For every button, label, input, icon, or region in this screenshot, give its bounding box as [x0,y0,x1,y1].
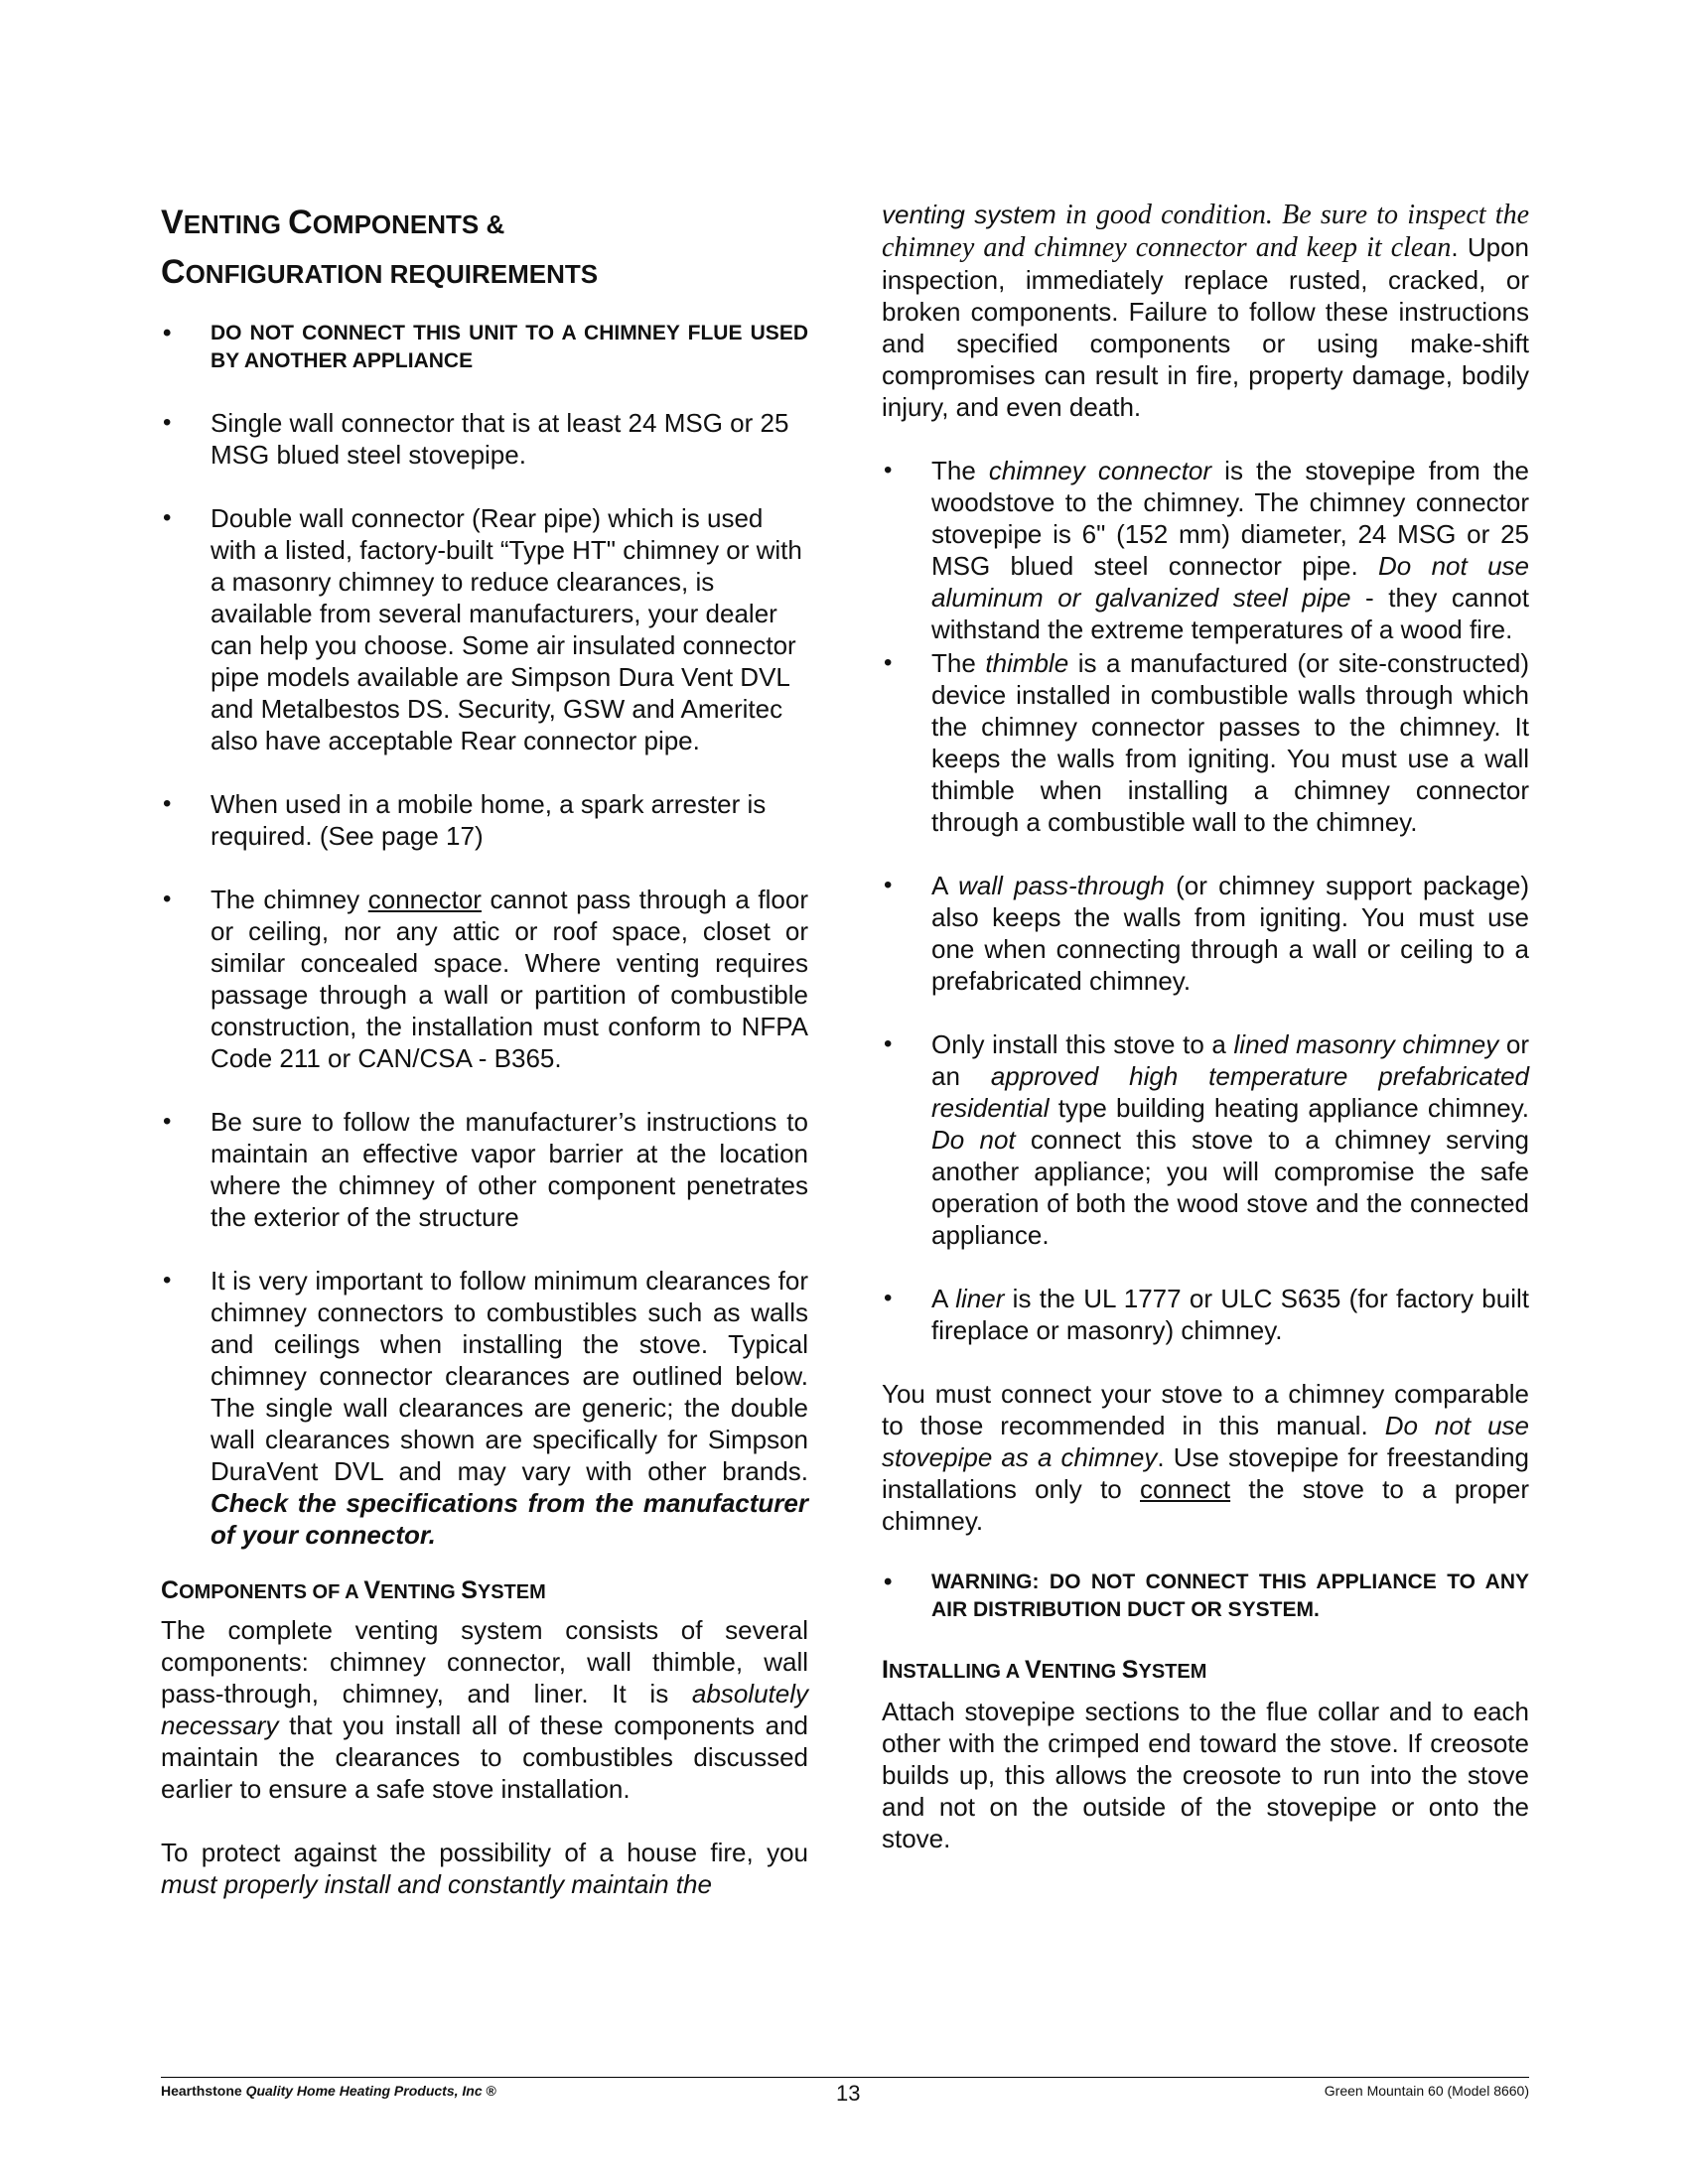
heading-text: I [882,1656,889,1684]
list-item-text: The [931,456,989,485]
heading-text: S [1121,1656,1139,1684]
page-footer [161,2083,1529,2107]
list-item-text: It is very important to follow minimum clearances for chimney connectors to combustibles such as walls and ceilings when installing the stove. Typical chimney connector clearances are outlined below. The single wall clearances are generic; the double wall clearances shown are specifically for Simpson DuraVent DVL and may vary with other brands. [211,1266,808,1486]
left-column [161,199,808,1900]
paragraph-text: . Use stovepipe for freestanding installations only to [882,1442,1529,1504]
list-item-text: chimney connector [988,456,1212,485]
heading-text: V [1024,1656,1042,1684]
list-item-text: Do not [931,1125,1016,1155]
heading-text: ENTING [1041,1661,1122,1683]
heading-text: YSTEM [477,1581,546,1603]
paragraph-text: must properly install and constantly maintain the [161,1869,712,1899]
list-item [882,1283,1529,1346]
list-item [882,870,1529,997]
list-item-text: Check the specifications from the manufacturer of your connector. [211,1488,808,1550]
footer-model: Green Mountain 60 (Model 8660) [1324,2083,1529,2099]
paragraph [882,199,1529,423]
paragraph: Attach stovepipe sections to the flue collar and to each other with the crimped end toward the stove. If creosote builds up, this allows the creosote to run into the stove and not on the outside of the stovepipe or onto the stove. [882,1697,1529,1853]
list-item-text: Only install this stove to a [931,1029,1234,1059]
list-item-text: wall pass-through [958,871,1165,900]
list-item-text: The chimney [211,885,368,914]
paragraph-text: absolutely necessary [161,1679,808,1740]
heading-text: ENTING [380,1581,462,1603]
heading-text: NSTALLING A [888,1661,1025,1683]
list-item-text: thimble [985,648,1069,678]
paragraph-text: . Upon inspection, immediately replace rusted, cracked, or broken components. Failure to follow these instructions and specified components or using make-shift compromises can result in fire, property damage, bodily injury, and even death. [882,232,1529,422]
list-item-text: lined masonry chimney [1233,1029,1499,1059]
list-item-text: cannot pass through a floor or ceiling, nor any attic or roof space, closet or similar concealed space. Where venting requires passage through a wall or partition of combustible construction, the installation must conform to NFPA Code 211 or CAN/CSA - B365. [211,885,808,1073]
page-number: 13 [836,2081,861,2106]
paragraph-text: The complete venting system consists of several components: chimney connector, wall thimble, wall pass-through, chimney, and liner. It is [161,1615,808,1708]
list-item-text: A [931,871,959,900]
paragraph-text: To protect against the possibility of a house fire, you [161,1838,808,1867]
list-item: • DO NOT CONNECT THIS UNIT TO A CHIMNEY FLUE USED BY ANOTHER APPLIANCE [161,320,808,375]
footer-company [161,2083,496,2099]
paragraph-text: You must connect your stove to a chimney comparable to those recommended in this manual. [882,1379,1529,1440]
paragraph-text: that you install all of these components and maintain the clearances to combustibles discussed earlier to ensure a safe stove installation. [161,1710,808,1804]
list-item-text: is the stovepipe from the woodstove to the chimney. The chimney connector stovepipe is 6" (152 mm) diameter, 24 MSG or 25 MSG blued steel connector pipe. [931,456,1529,581]
heading-text: OMPONENTS OF A [179,1581,364,1603]
list-item-text: A [931,1284,956,1313]
paragraph-text: the stove to a proper chimney. [882,1474,1529,1536]
heading-text: C [161,253,186,291]
list-item: • When used in a mobile home, a spark arrester is required. (See page 17) [161,788,808,852]
list-item-text: connect this stove to a chimney serving another appliance; you will compromise the safe operation of both the wood stove and the connected appliance. [931,1125,1529,1250]
list-item-text: The [931,648,986,678]
list-item-text: is a manufactured (or site-constructed) device installed in combustible walls through which the chimney connector passes to the chimney. It keeps the walls from igniting. You must use a wall thimble when installing a chimney connector through a combustible wall to the chimney. [931,648,1530,837]
subsection-heading [161,1574,808,1608]
paragraph-text: connect [1140,1474,1231,1504]
heading-text: OMPONENTS & [312,209,505,239]
paragraph-text: venting system [882,200,1056,229]
heading-text: C [288,204,313,241]
list-item [882,1028,1529,1251]
footer-rule [161,2077,1529,2078]
paragraph-text: in good condition. Be sure to inspect the chimney and chimney connector and keep it clean [882,200,1530,263]
list-item-text: or an [931,1029,1530,1091]
heading-text: V [161,204,184,241]
list-item [882,455,1529,645]
list-item [882,647,1529,838]
list-item: • Double wall connector (Rear pipe) which is used with a listed, factory-built “Type HT" chimney or with a masonry chimney to reduce clearances, is available from several manufacturers, your dealer can help you choose. Some air insulated connector pipe models available are Simpson Dura Vent DVL and Metalbestos DS. Security, GSW and Ameritec also have acceptable Rear connector pipe. [161,502,808,756]
footer-company-name: Hearthstone [161,2083,246,2099]
heading-text: S [461,1576,478,1604]
warning-list [882,1569,1529,1624]
list-item [161,1265,808,1551]
heading-text: V [363,1576,381,1604]
subsection-heading [882,1654,1529,1688]
heading-text: ONFIGURATION REQUIREMENTS [185,259,599,289]
section-heading [161,199,808,298]
requirements-list [161,320,808,1551]
warning-item: • WARNING: DO NOT CONNECT THIS APPLIANCE TO ANY AIR DISTRIBUTION DUCT OR SYSTEM. [882,1569,1529,1624]
right-column [882,199,1529,1854]
footer-company-tagline: Quality Home Heating Products, Inc [245,2083,483,2099]
heading-text: ENTING [183,209,289,239]
list-item-text: is the UL 1777 or ULC S635 (for factory built fireplace or masonry) chimney. [931,1284,1529,1345]
list-item-text: (or chimney support package) also keeps the walls from igniting. You must use one when connecting through a wall or ceiling to a prefabricated chimney. [931,871,1529,996]
list-item [161,884,808,1074]
list-item: • Be sure to follow the manufacturer’s instructions to maintain an effective vapor barrier at the location where the chimney of other component penetrates the exterior of the structure [161,1106,808,1233]
list-item-text: liner [955,1284,1005,1313]
heading-text: C [161,1576,180,1604]
list-item-text: Do not use aluminum or galvanized steel pipe [931,551,1529,613]
paragraph [161,1837,808,1900]
list-item-text: - they cannot withstand the extreme temperatures of a wood fire. [931,583,1529,644]
list-item-text: connector [367,885,482,914]
list-item: • Single wall connector that is at least 24 MSG or 25 MSG blued steel stovepipe. [161,407,808,471]
list-item-text: type building heating appliance chimney. [1049,1093,1529,1123]
paragraph [882,1378,1529,1537]
components-list [882,455,1529,1346]
list-item-text: approved high temperature prefabricated residential [931,1061,1529,1123]
heading-text: YSTEM [1138,1661,1207,1683]
footer-registered-mark: ® [482,2083,496,2099]
paragraph [161,1614,808,1805]
paragraph-text: Do not use stovepipe as a chimney [882,1411,1529,1472]
